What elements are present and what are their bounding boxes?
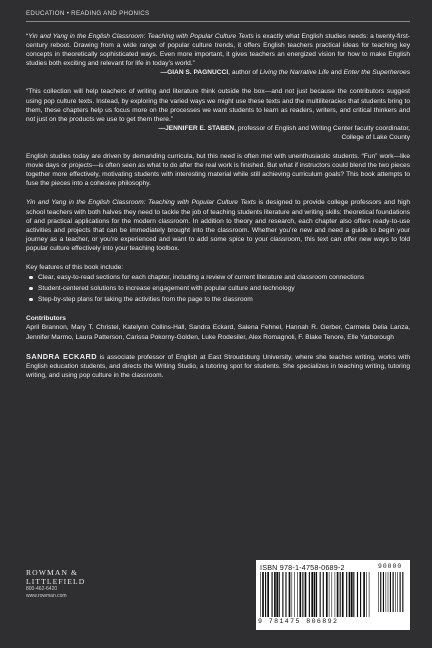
book-title-inline: Yin and Yang in the English Classroom: Teaching with Popular Culture Texts — [26, 199, 256, 207]
quote-2-text: “This collection will help teachers of writing and literature think outside the box—and not just because the contributors suggest using pop culture texts. Instead, by exploring the varied ways we might use these texts and the multiliteracies that students bring to them, these chapters help us focus more on the processes we want students to learn as readers, writers, and critical thinkers and not just on the products we use to get them there.” — [26, 88, 410, 123]
description-paragraph-2 — [26, 198, 410, 253]
quote-2-role: , professor of English and Writing Center faculty coordinator, — [234, 124, 410, 132]
author-bio — [26, 352, 410, 380]
feature-item: Clear, easy-to-read sections for each chapter, including a review of current literature and classroom connections — [38, 273, 410, 282]
description-paragraph-1: English studies today are driven by demanding curricula, but this need is often met with unenthusiastic students. “Fun” work—like movie days or projects—is often seen as what to do after the real work is finished. But what if instructors could blend the two pieces together more effectively, motivating students with interesting material while still achieving curriculum goals? This book attempts to fuse the pieces into a cohesive philosophy. — [26, 153, 410, 188]
quote-1-part: “ — [26, 33, 29, 40]
barcode-addon-digits: 90000 — [378, 563, 403, 570]
quote-1-role-book: Enter the Superheroes — [343, 69, 410, 77]
publisher-url: www.rowman.com — [26, 593, 67, 599]
quote-1-part: is exactly what English studies needs: a twenty-first-century reboot. Drawing from a wide range of popular culture trends, it offers English teachers practical ideas for teaching key concepts in theoretically sophisticated ways. Even more important, it gives teachers an energized vision for how to make English studies both exciting and relevant for life in today’s world.” — [26, 33, 411, 68]
blurb-attribution-2 — [26, 124, 410, 142]
features-heading: Key features of this book include: — [26, 263, 124, 271]
quote-1-author: —GIAN S. PAGNUCCI — [160, 69, 229, 77]
addon-barcode-bars — [378, 572, 406, 618]
contributors-heading: Contributors — [26, 315, 66, 323]
feature-item: Step-by-step plans for taking the activities from the page to the classroom — [38, 295, 410, 304]
isbn-number: ISBN 978-1-4758-0689-2 — [260, 563, 345, 572]
blurb-quote-1 — [26, 32, 410, 68]
publisher-name-line-1: ROWMAN & — [26, 568, 79, 577]
publisher-logo — [26, 568, 106, 600]
publisher-name-line-2: LITTLEFIELD — [26, 577, 86, 586]
quote-1-book-title: Yin and Yang in the English Classroom: Teaching with Popular Culture Texts — [28, 33, 254, 40]
author-name: SANDRA ECKARD — [26, 351, 98, 361]
category-label: EDUCATION • READING AND PHONICS — [26, 10, 150, 17]
blurb-quote-2 — [26, 87, 410, 123]
author-bio-text: is associate professor of English at East Stroudsburg University, where she teaches writing, works with English education students, and directs the Writing Studio, a tutoring spot for students. She specializes in teaching writing, tutoring writing, and using pop culture in the classroom. — [26, 353, 411, 379]
cover-text — [26, 32, 410, 380]
quote-1-role-book: Living the Narrative Life — [259, 69, 329, 77]
publisher-phone: 800-462-6420 — [26, 586, 58, 592]
header-divider — [26, 21, 410, 22]
quote-1-role: and — [328, 69, 344, 77]
quote-2-author: —JENNIFER E. STABEN — [158, 124, 235, 132]
description-paragraph-2-text: is designed to provide college professors and high school teachers with both halves they need to tackle the job of teaching students literature and writing skills: theoretical foundations of and practical applications for the modern classroom. In addition to theory and research, each chapter also offers ready-to-use activities and projects that can be immediately brought into the classroom. Whether you’re new and need a guide to begin your journey as a teacher, or you’re experienced and want to add some spice to your classroom, this text can offer new ways to fold popular culture effectively into your teaching toolbox. — [26, 199, 410, 252]
barcode-bars — [260, 572, 372, 618]
feature-item: Student-centered solutions to increase engagement with popular culture and technology — [38, 284, 410, 293]
contributors-list: April Brannon, Mary T. Christel, Katelynn Collins-Hall, Sandra Eckard, Salena Fehnel, Hannah R. Gerber, Carmela Delia Lanza, Jennifer Marmo, Laura Patterson, Carissa Pokorny-Golden, Luke Rodesiler, Alex Romagnoli, F. Blake Tenore, Elle Yarborough — [26, 324, 410, 341]
quote-2-institution: College of Lake County — [341, 133, 410, 141]
quote-1-role: , author of — [228, 69, 260, 77]
blurb-attribution-1 — [26, 68, 410, 77]
isbn-barcode — [256, 560, 410, 630]
barcode-digits: 9 781475 806892 — [258, 618, 339, 625]
features-list — [26, 273, 410, 304]
